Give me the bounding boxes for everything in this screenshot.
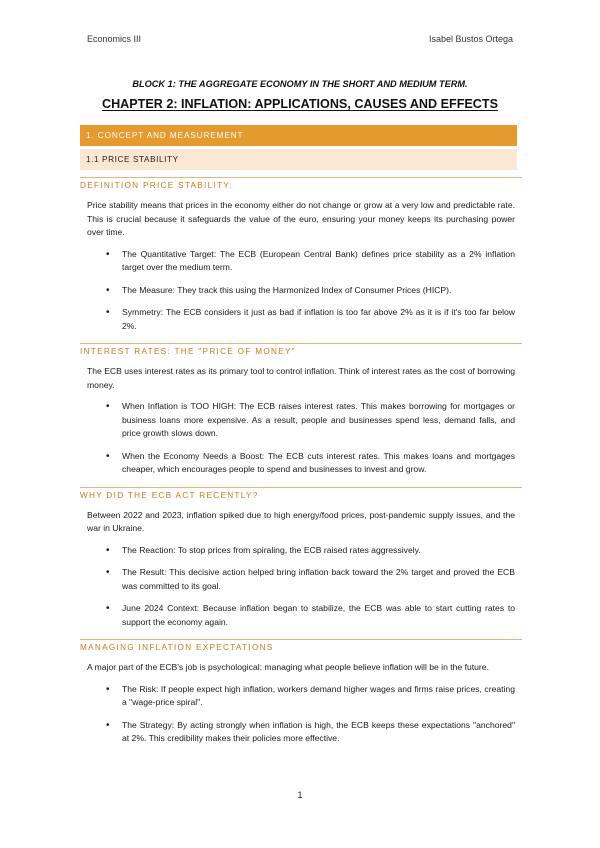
section-paragraph: Between 2022 and 2023, inflation spiked due to high energy/food prices, post-pandemic supply issues, and the war in Ukraine. <box>87 509 515 533</box>
page-number: 1 <box>297 790 303 800</box>
section-heading: 1. CONCEPT AND MEASUREMENT <box>86 131 244 140</box>
subsection-heading: 1.1 PRICE STABILITY <box>86 155 179 164</box>
bullet-list <box>87 544 515 630</box>
bullet-item: • The Quantitative Target: The ECB (European Central Bank) defines price stability as a 2% inflation target over the medium term. <box>122 248 515 275</box>
section-paragraph: Price stability means that prices in the economy either do not change or grow at a very low and predictable rate. This is crucial because it safeguards the value of the euro, ensuring your money keeps its purchasing power over time. <box>87 200 515 237</box>
chapter-title: CHAPTER 2: INFLATION: APPLICATIONS, CAUSES AND EFFECTS <box>101 97 498 111</box>
section-title-text: WHY DID THE ECB ACT RECENTLY? <box>80 490 259 500</box>
section-title-text: MANAGING INFLATION EXPECTATIONS <box>80 643 274 652</box>
page-header <box>87 34 513 44</box>
bullet-item: • The Result: This decisive action helped bring inflation back toward the 2% target and proved the ECB was committed to its goal. <box>122 566 515 593</box>
section-paragraph: A major part of the ECB's job is psychological: managing what people believe inflation will be in the future. <box>87 662 489 672</box>
section-title-text: INTEREST RATES: THE "PRICE OF MONEY" <box>80 347 296 356</box>
bullet-list <box>87 248 515 334</box>
bullet-item: • When Inflation is TOO HIGH: The ECB raises interest rates. This makes borrowing for mortgages or business loans more expensive. As a result, people and businesses spend less, demand falls, and price growth slows down. <box>122 400 515 441</box>
bullet-item: • Symmetry: The ECB considers it just as bad if inflation is too far above 2% as it is if it's too far below 2%. <box>122 306 515 333</box>
header-course: Economics III <box>87 34 142 44</box>
section-paragraph: The ECB uses interest rates as its primary tool to control inflation. Think of interest rates as the cost of borrowing money. <box>87 366 515 390</box>
bullet-list <box>87 400 515 477</box>
bullet-item: • The Reaction: To stop prices from spiraling, the ECB raised rates aggressively. <box>122 544 515 558</box>
bullet-item: • The Risk: If people expect high inflation, workers demand higher wages and firms raise prices, creating a "wage-price spiral". <box>122 683 515 710</box>
bullet-item: • When the Economy Needs a Boost: The ECB cuts interest rates. This makes loans and mortgages cheaper, which encourages people to spend and businesses to invest and grow. <box>122 450 515 477</box>
bullet-item: • The Strategy: By acting strongly when inflation is high, the ECB keeps these expectations "anchored" at 2%. This credibility makes their policies more effective. <box>122 719 515 746</box>
bullet-item: • The Measure: They track this using the Harmonized Index of Consumer Prices (HICP). <box>122 284 515 298</box>
bullet-item: • June 2024 Context: Because inflation began to stabilize, the ECB was able to start cutting rates to support the economy again. <box>122 602 515 629</box>
subsection-heading-bar <box>80 149 517 170</box>
header-author: Isabel Bustos Ortega <box>428 34 513 44</box>
block-title: BLOCK 1: THE AGGREGATE ECONOMY IN THE SHORT AND MEDIUM TERM. <box>132 79 468 89</box>
section-title <box>80 343 522 359</box>
bullet-list <box>87 683 515 746</box>
section-title <box>80 487 522 503</box>
page-content <box>80 177 515 755</box>
section-title-text: DEFINITION PRICE STABILITY: <box>80 181 234 190</box>
section-heading-bar <box>80 125 517 146</box>
section-title <box>80 639 522 655</box>
section-title <box>80 177 522 193</box>
